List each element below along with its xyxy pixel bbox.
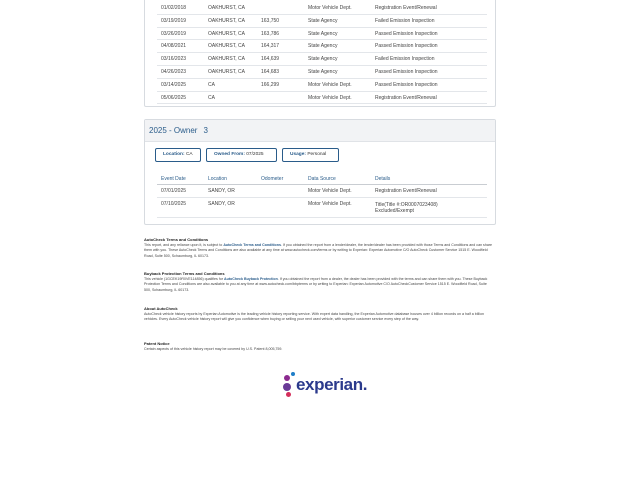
buyback-text-part1: This vehicle (1GCEK19R0VE114856) qualifies for [144,277,224,282]
event-source: State Agency [308,43,338,50]
event-location: SANDY, OR [208,201,235,207]
event-location: CA [208,81,215,88]
table-row [157,2,487,15]
usage-chip [282,148,339,162]
event-location: OAKHURST, CA [208,56,245,63]
event-location: OAKHURST, CA [208,68,245,75]
history-card [144,0,496,107]
owned-from-chip-value: 07/2025 [246,152,264,157]
owner-card [144,119,496,225]
event-details: Passed Emission Inspection [375,30,438,37]
table-row [157,185,487,198]
event-source: State Agency [308,68,338,75]
owner-title [149,126,208,135]
col-details: Details [375,176,391,182]
event-details: Registration Event/Renewal [375,94,437,101]
event-date: 01/02/2018 [161,5,187,11]
event-location: OAKHURST, CA [208,30,245,37]
location-chip [155,148,201,162]
logo-wordmark: experian. [296,375,368,394]
table-row [157,92,487,105]
table-row [157,53,487,66]
terms-link[interactable]: AutoCheck Terms and Conditions [223,243,281,248]
buyback-text-part2: . If you obtained the report from a dealer, the dealer has been provided with the terms and can share them with you. These Buyback Protection Terms and Conditions are also available to you at any time at www.autocheck.com/bbpterms or by writing to Experian: Experian Automotive C/O AutoCheckCustomer Service 1515 E. Woodfield Road, Suite 500, Schaumburg, IL 60173. [144,277,488,292]
col-data-source: Data Source [308,176,336,182]
event-details: Failed Emission Inspection [375,56,435,63]
logo-dot [286,392,291,397]
event-details: Registration Event/Renewal [375,5,437,11]
table-row [157,40,487,53]
logo-dot [284,375,290,381]
location-chip-value: CA [185,152,193,157]
table-row [157,79,487,92]
col-location: Location [208,176,227,182]
about-section [144,306,494,323]
event-odometer: 164,317 [261,43,280,50]
event-location: SANDY, OR [208,188,235,194]
event-date: 03/19/2019 [161,17,187,24]
event-details: Passed Emission Inspection [375,43,438,50]
terms-title: AutoCheck Terms and Conditions [144,237,209,242]
event-date: 03/16/2023 [161,56,187,63]
event-source: State Agency [308,17,338,24]
event-details-line1: Title(Title #:OR0007023408) [375,202,438,208]
experian-logo [283,372,368,398]
owned-from-chip [206,148,277,162]
location-chip-label: Location: [163,152,185,157]
owner-number: 3 [203,126,208,135]
event-date: 07/01/2025 [161,188,187,194]
event-source: Motor Vehicle Dept. [308,201,352,207]
event-date: 04/08/2021 [161,43,187,50]
logo-dot [291,372,295,376]
terms-section [144,237,494,259]
owned-from-chip-label: Owned From: [214,152,245,157]
event-details: Registration Event/Renewal [375,188,437,194]
event-date: 04/26/2023 [161,68,187,75]
event-source: Motor Vehicle Dept. [308,94,352,101]
buyback-title: Buyback Protection Terms and Conditions [144,271,225,276]
owner-table [157,173,487,218]
event-odometer: 163,786 [261,30,280,37]
event-location: OAKHURST, CA [208,43,245,50]
buyback-text [144,277,494,293]
event-source: State Agency [308,56,338,63]
terms-text [144,243,494,259]
about-title: About AutoCheck [144,306,178,311]
col-event-date: Event Date [161,176,186,182]
patent-section [144,341,494,352]
table-row [157,198,487,218]
event-source: Motor Vehicle Dept. [308,5,352,11]
usage-chip-label: Usage: [290,152,306,157]
event-date: 03/14/2025 [161,81,187,88]
event-location: CA [208,94,215,101]
buyback-link[interactable]: AutoCheck Buyback Protection [224,277,278,282]
event-odometer: 164,683 [261,68,280,75]
patent-text: Certain aspects of this vehicle history report may be covered by U.S. Patent 8,005,759. [144,347,283,352]
event-odometer: 163,750 [261,17,280,24]
logo-dot [283,383,291,391]
table-row [157,28,487,41]
table-row [157,66,487,79]
owner-table-header [157,173,487,185]
event-odometer: 166,299 [261,81,280,88]
event-location: OAKHURST, CA [208,17,245,24]
event-date: 05/06/2025 [161,94,187,101]
event-odometer: 164,639 [261,56,280,63]
event-details: Passed Emission Inspection [375,81,438,88]
owner-title-text: 2025 - Owner [149,126,198,135]
event-date: 03/26/2019 [161,30,187,37]
table-row [157,15,487,28]
event-source: Motor Vehicle Dept. [308,188,352,194]
history-table [157,2,487,104]
event-location: OAKHURST, CA [208,5,245,11]
patent-title: Patent Notice [144,341,170,346]
event-details-line2: Excluded/Exempt [375,208,414,214]
about-text: AutoCheck vehicle history reports by Experian Automotive is the leading vehicle history reporting service. With expert data handling, the Experian Automotive database houses over 4 billion records on a half a billion vehicles. Every AutoCheck vehicle history report will give you confidence when buying or selling your next used vehicle, with superior customer service every step of the way. [144,312,484,322]
event-details: Passed Emission Inspection [375,68,438,75]
event-date: 07/10/2025 [161,201,187,207]
terms-text-part2: . If you obtained the report from a lender/dealer, the lender/dealer has been provided with those Terms and Conditions and can share them with you. These AutoCheck Terms and Conditions are also available at any time at www.autocheck.com/terms or by writing to Experian: Experian Automotive C/O AutoCheck Customer Service 1515 E. Woodfield Road, Suite 500, Schaumburg, IL 60173. [144,243,493,258]
buyback-section [144,271,494,293]
terms-text-part1: This report, and any reliance upon it, is subject to [144,243,223,248]
usage-chip-value: Personal [307,152,327,157]
event-source: Motor Vehicle Dept. [308,81,352,88]
col-odometer: Odometer [261,176,284,182]
owner-header [145,120,495,142]
event-source: State Agency [308,30,338,37]
event-details: Failed Emission Inspection [375,17,435,24]
